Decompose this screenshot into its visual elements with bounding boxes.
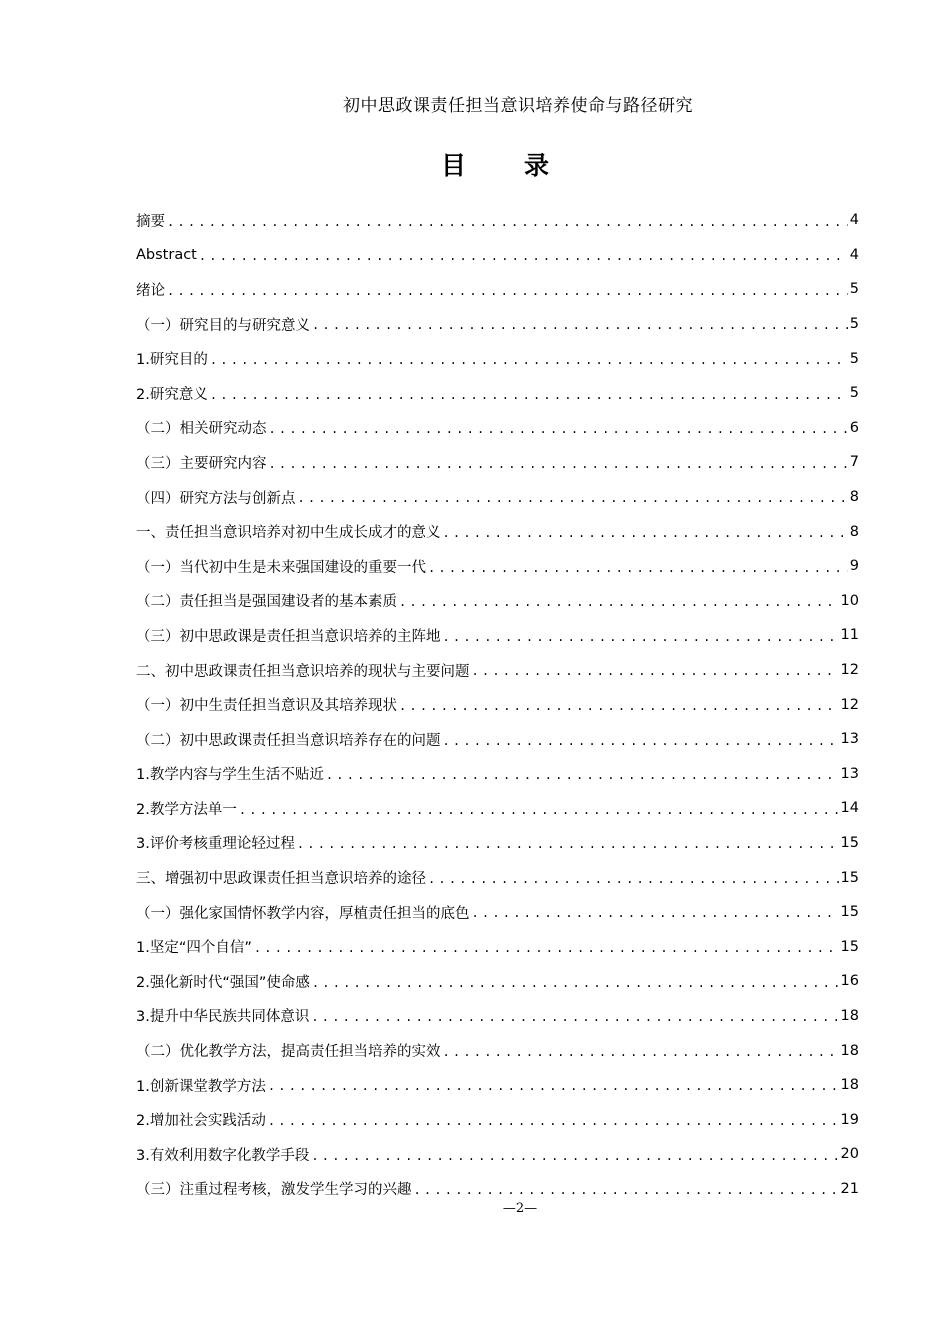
- toc-entry[interactable]: [136, 549, 859, 584]
- toc-leader-dots: [167, 284, 848, 307]
- toc-entry-page: 15: [840, 938, 859, 955]
- toc-entry-label: 绪论: [136, 282, 165, 299]
- toc-entry-label: （一）初中生责任担当意识及其培养现状: [136, 698, 397, 715]
- toc-leader-dots: [268, 1114, 839, 1137]
- toc-entry-page: 15: [840, 869, 859, 886]
- toc-entry-label: 2.研究意义: [136, 386, 208, 403]
- toc-entry-page: 18: [840, 1007, 859, 1024]
- toc-entry-label: （二）优化教学方法，提高责任担当培养的实效: [136, 1044, 441, 1061]
- toc-entry[interactable]: [136, 238, 859, 273]
- toc-entry[interactable]: [136, 999, 859, 1034]
- toc-entry-page: 20: [840, 1146, 859, 1163]
- toc-entry-label: 2.增加社会实践活动: [136, 1113, 266, 1130]
- toc-leader-dots: [269, 422, 848, 445]
- toc-entry-page: 13: [840, 765, 859, 782]
- toc-leader-dots: [311, 1010, 838, 1033]
- toc-entry-page: 21: [840, 1180, 859, 1197]
- toc-entry[interactable]: [136, 929, 859, 964]
- toc-entry-page: 8: [849, 523, 859, 540]
- toc-entry[interactable]: [136, 860, 859, 895]
- toc-leader-dots: [472, 906, 839, 929]
- toc-entry-label: 3.提升中华民族共同体意识: [136, 1009, 310, 1026]
- toc-entry-label: Abstract: [136, 246, 197, 263]
- toc-entry[interactable]: [136, 307, 859, 342]
- toc-title-char-1: 目: [440, 151, 466, 180]
- toc-entry-page: 6: [849, 419, 859, 436]
- toc-leader-dots: [297, 837, 839, 860]
- toc-leader-dots: [254, 941, 839, 964]
- toc-entry[interactable]: [136, 480, 859, 515]
- toc-entry[interactable]: [136, 826, 859, 861]
- toc-entry-label: （二）初中思政课责任担当意识培养存在的问题: [136, 732, 441, 749]
- toc-entry-page: 5: [849, 316, 859, 333]
- toc-leader-dots: [472, 664, 839, 687]
- toc-entry[interactable]: [136, 445, 859, 480]
- toc-entry[interactable]: [136, 376, 859, 411]
- toc-entry-page: 4: [849, 212, 859, 229]
- toc-entry-page: 10: [840, 592, 859, 609]
- table-of-contents: [136, 203, 859, 1206]
- toc-entry-label: 一、责任担当意识培养对初中生成长成才的意义: [136, 525, 441, 542]
- toc-entry-page: 7: [849, 454, 859, 471]
- toc-entry[interactable]: [136, 964, 859, 999]
- toc-entry[interactable]: [136, 722, 859, 757]
- toc-leader-dots: [167, 215, 848, 238]
- toc-leader-dots: [326, 768, 839, 791]
- page-number-footer: —2—: [502, 1201, 538, 1216]
- toc-entry[interactable]: [136, 411, 859, 446]
- toc-entry[interactable]: [136, 791, 859, 826]
- toc-entry[interactable]: [136, 618, 859, 653]
- toc-entry-page: 8: [849, 489, 859, 506]
- toc-entry[interactable]: [136, 1033, 859, 1068]
- toc-entry-label: 二、初中思政课责任担当意识培养的现状与主要问题: [136, 663, 470, 680]
- toc-entry-label: 1.创新课堂教学方法: [136, 1078, 266, 1095]
- toc-entry[interactable]: [136, 757, 859, 792]
- toc-entry[interactable]: [136, 1137, 859, 1172]
- toc-entry-label: （三）主要研究内容: [136, 455, 267, 472]
- toc-leader-dots: [428, 561, 848, 584]
- toc-leader-dots: [268, 1079, 839, 1102]
- toc-entry-label: 3.有效利用数字化教学手段: [136, 1147, 310, 1164]
- toc-leader-dots: [312, 976, 839, 999]
- toc-leader-dots: [210, 353, 848, 376]
- toc-entry-label: （二）责任担当是强国建设者的基本素质: [136, 594, 397, 611]
- toc-leader-dots: [399, 699, 839, 722]
- toc-entry[interactable]: [136, 272, 859, 307]
- toc-leader-dots: [443, 1045, 839, 1068]
- toc-entry-label: （一）研究目的与研究意义: [136, 317, 310, 334]
- toc-entry-label: 1.研究目的: [136, 352, 208, 369]
- toc-leader-dots: [311, 1149, 838, 1172]
- toc-leader-dots: [428, 872, 839, 895]
- toc-leader-dots: [312, 318, 848, 341]
- toc-entry-page: 13: [840, 731, 859, 748]
- toc-entry-page: 12: [840, 696, 859, 713]
- toc-entry-page: 5: [849, 385, 859, 402]
- toc-leader-dots: [199, 249, 848, 272]
- toc-entry-label: 1.教学内容与学生生活不贴近: [136, 767, 324, 784]
- toc-entry-page: 5: [849, 281, 859, 298]
- toc-entry[interactable]: [136, 341, 859, 376]
- toc-leader-dots: [443, 630, 839, 653]
- toc-entry-label: 2.教学方法单一: [136, 801, 237, 818]
- toc-entry[interactable]: [136, 514, 859, 549]
- toc-entry-label: （二）相关研究动态: [136, 421, 267, 438]
- toc-entry-page: 11: [840, 627, 859, 644]
- toc-entry-page: 15: [840, 834, 859, 851]
- toc-entry-label: （一）强化家国情怀教学内容，厚植责任担当的底色: [136, 905, 470, 922]
- toc-leader-dots: [239, 803, 839, 826]
- toc-entry-page: 18: [840, 1077, 859, 1094]
- toc-entry-page: 4: [849, 246, 859, 263]
- toc-leader-dots: [269, 457, 848, 480]
- toc-entry-page: 14: [840, 800, 859, 817]
- toc-entry-label: 3.评价考核重理论轻过程: [136, 836, 295, 853]
- toc-leader-dots: [210, 388, 848, 411]
- toc-leader-dots: [443, 734, 839, 757]
- toc-entry-label: 2.强化新时代“强国”使命感: [136, 974, 310, 991]
- toc-entry-page: 16: [840, 973, 859, 990]
- toc-leader-dots: [443, 526, 848, 549]
- toc-entry-label: （四）研究方法与创新点: [136, 490, 296, 507]
- toc-entry-page: 18: [840, 1042, 859, 1059]
- toc-entry[interactable]: [136, 653, 859, 688]
- toc-entry-page: 9: [849, 558, 859, 575]
- running-header: 初中思政课责任担当意识培养使命与路径研究: [343, 96, 693, 116]
- toc-entry[interactable]: [136, 687, 859, 722]
- toc-entry-label: （三）初中思政课是责任担当意识培养的主阵地: [136, 628, 441, 645]
- toc-entry-page: 19: [840, 1111, 859, 1128]
- toc-entry[interactable]: [136, 895, 859, 930]
- toc-entry-page: 12: [840, 662, 859, 679]
- toc-entry[interactable]: [136, 1068, 859, 1103]
- toc-entry-label: （三）注重过程考核，激发学生学习的兴趣: [136, 1182, 412, 1199]
- toc-entry-page: 5: [849, 350, 859, 367]
- toc-title-char-2: 录: [524, 151, 550, 180]
- toc-entry[interactable]: [136, 1102, 859, 1137]
- toc-entry-page: 15: [840, 904, 859, 921]
- toc-entry-label: 1.坚定“四个自信”: [136, 940, 252, 957]
- toc-entry[interactable]: [136, 584, 859, 619]
- toc-entry-label: 三、增强初中思政课责任担当意识培养的途径: [136, 871, 426, 888]
- toc-entry-label: （一）当代初中生是未来强国建设的重要一代: [136, 559, 426, 576]
- toc-entry[interactable]: [136, 203, 859, 238]
- toc-entry-label: 摘要: [136, 213, 165, 230]
- toc-leader-dots: [399, 595, 839, 618]
- toc-title: [0, 146, 950, 182]
- toc-leader-dots: [298, 491, 848, 514]
